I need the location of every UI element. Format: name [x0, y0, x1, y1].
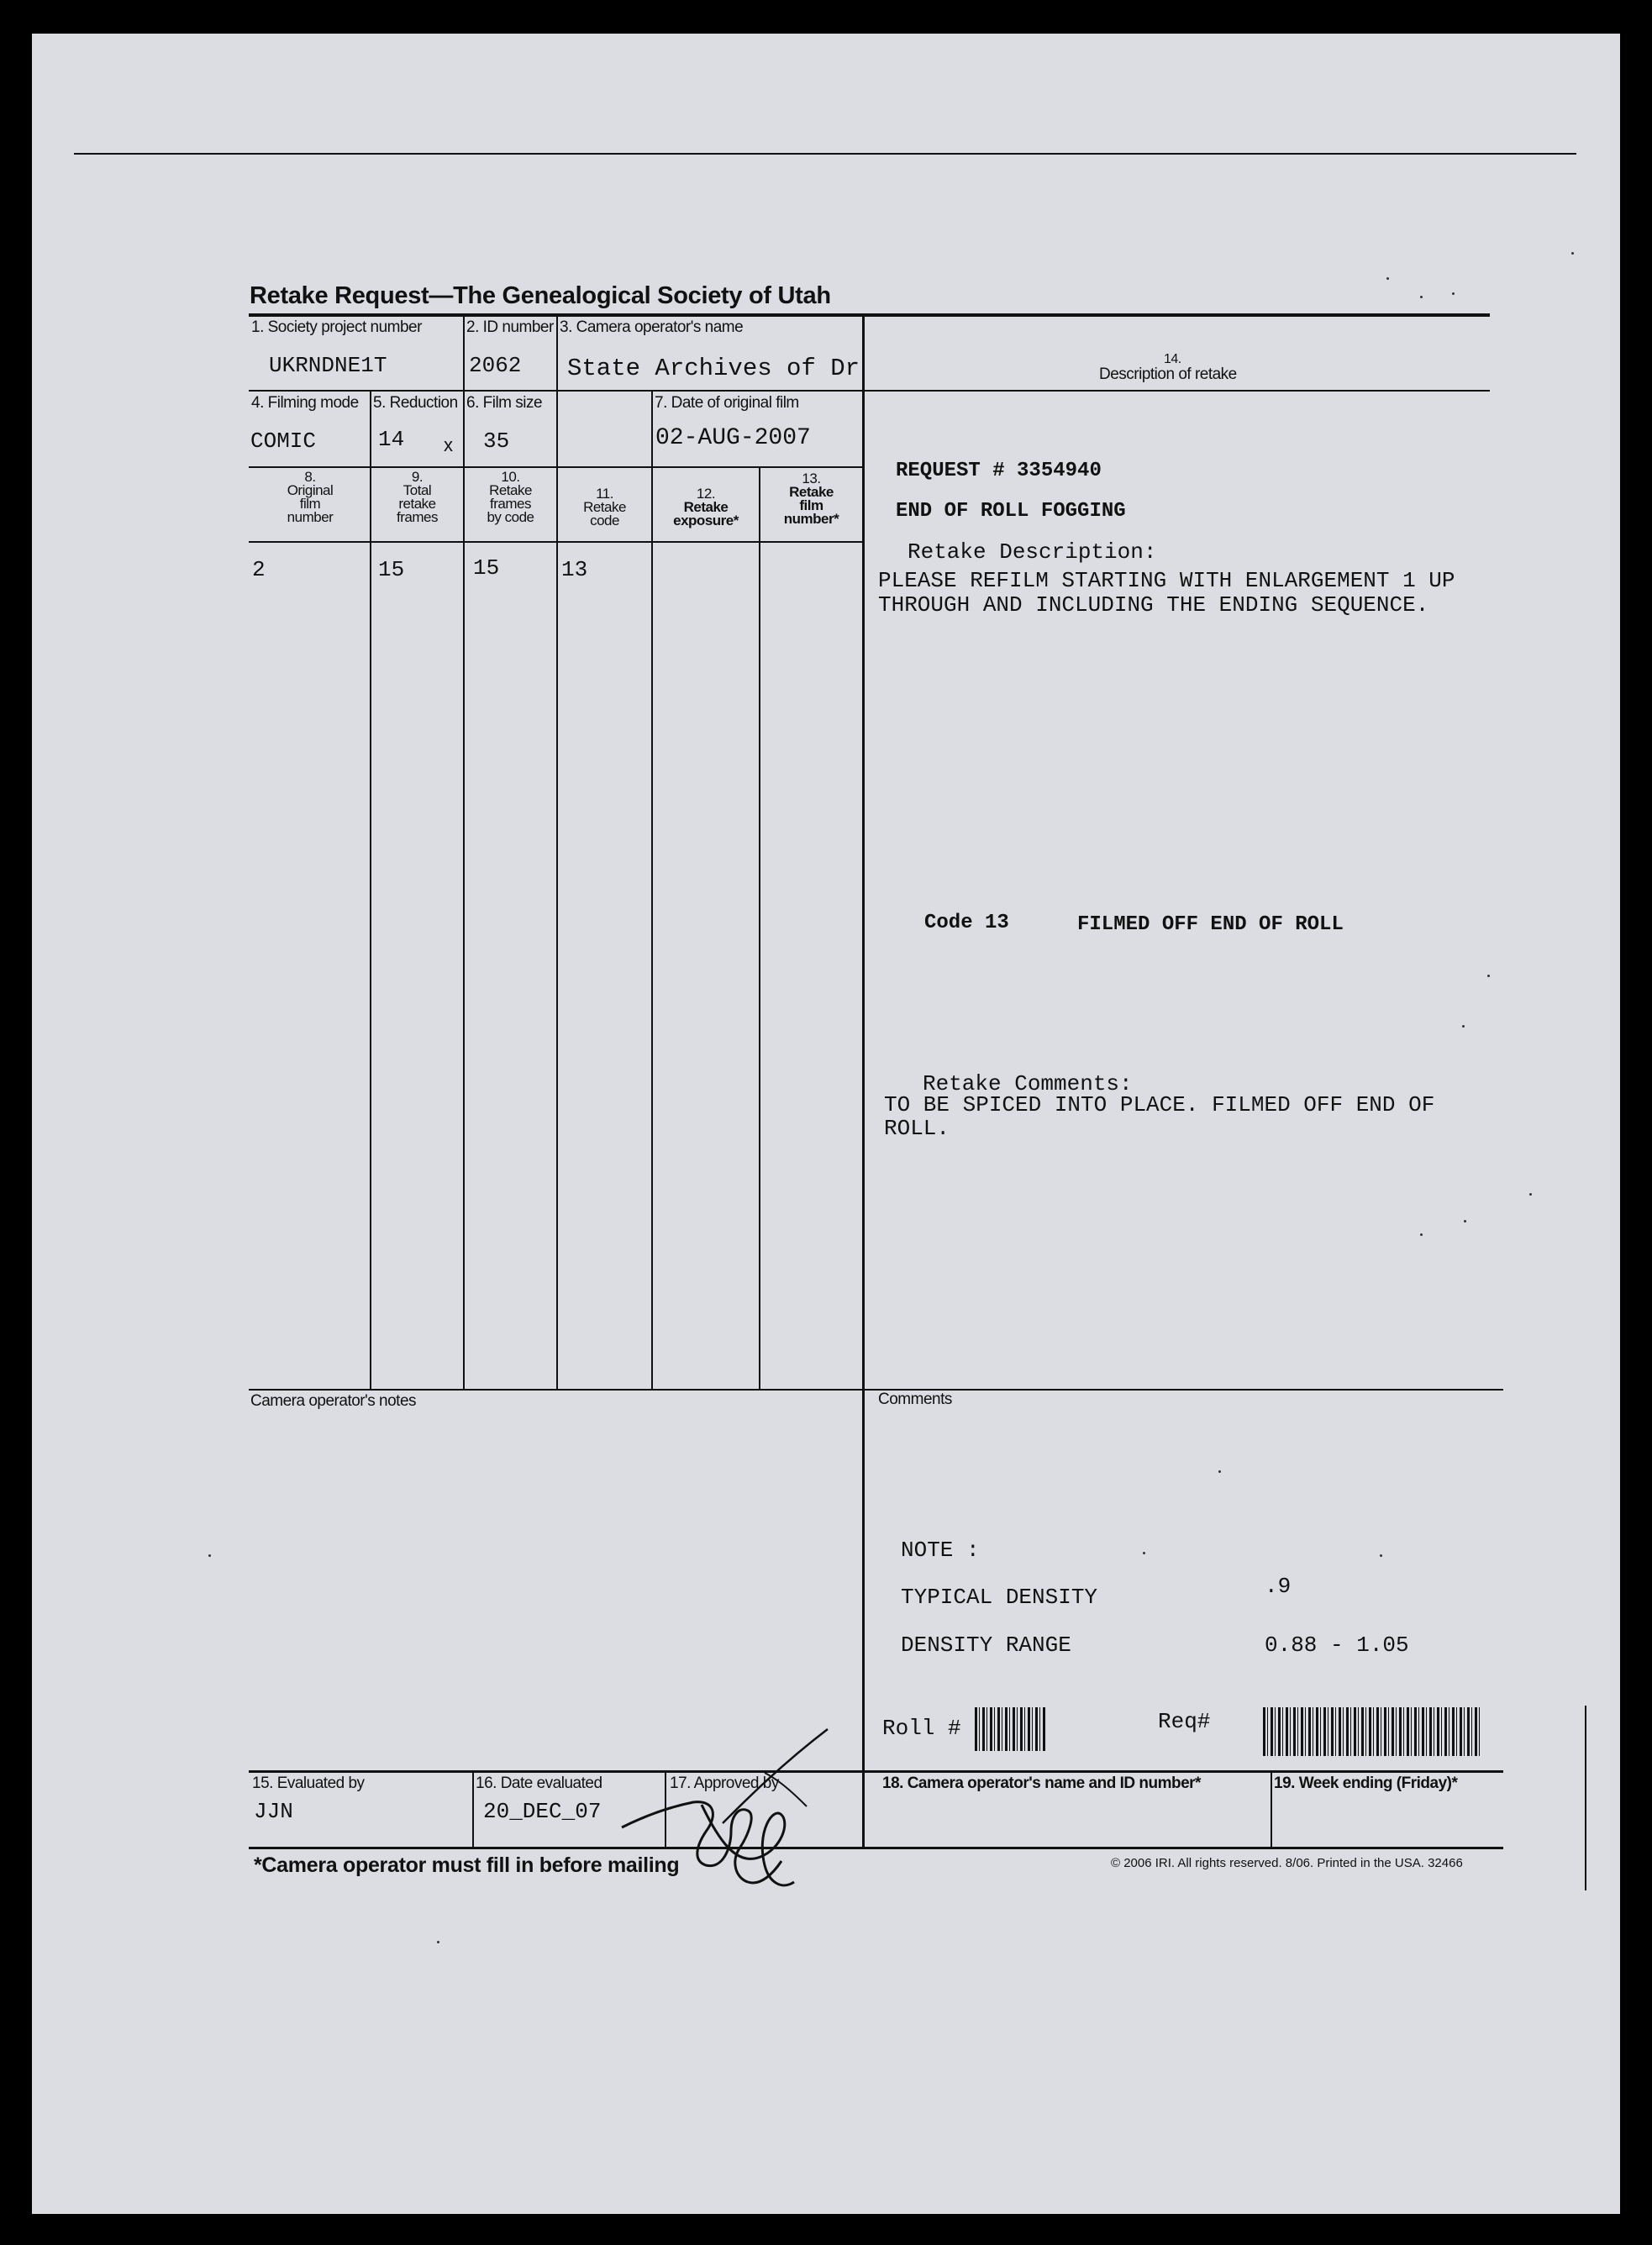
value-project-number: UKRNDNE1T: [269, 353, 387, 378]
speck: [1420, 1233, 1423, 1236]
req-label: Req#: [1158, 1709, 1211, 1734]
copyright-note: © 2006 IRI. All rights reserved. 8/06. Printed in the USA. 32466: [1111, 1856, 1463, 1870]
value-original-film-number: 2: [252, 557, 266, 582]
speck: [208, 1554, 211, 1557]
form-title: Retake Request—The Genealogical Society of Utah: [250, 282, 831, 309]
label-reduction: 5. Reduction: [373, 394, 458, 412]
col-header-retake-exposure: 12. Retake exposure*: [673, 486, 739, 528]
value-reduction-x: x: [444, 434, 453, 455]
col-header-retake-frames-by-code: 10. Retake frames by code: [487, 469, 534, 525]
label-description: Description of retake: [1099, 365, 1237, 383]
table-bottom-rule: [249, 1389, 1503, 1391]
value-operator-name: State Archives of Dr: [567, 355, 860, 382]
row2-rule: [249, 466, 862, 468]
value-date-original: 02-AUG-2007: [655, 425, 811, 451]
v-divider-4: [651, 392, 653, 468]
v-divider-10: [556, 466, 558, 1391]
speck: [437, 1941, 439, 1943]
value-evaluated-by: JJN: [254, 1799, 293, 1824]
label-date-evaluated: 16. Date evaluated: [476, 1774, 602, 1792]
typical-density-label: TYPICAL DENSITY: [901, 1585, 1098, 1610]
value-retake-code: 13: [561, 557, 588, 582]
retake-comments-heading: Retake Comments:: [923, 1071, 1133, 1096]
v-divider-11: [370, 392, 371, 1391]
v-divider-3: [651, 468, 653, 1391]
col-header-original-film-number: 8. Original film number: [287, 469, 334, 525]
typical-density-value: .9: [1265, 1574, 1292, 1599]
bottom-row-bottom-rule: [249, 1847, 1503, 1849]
roll-label: Roll #: [882, 1716, 961, 1741]
speck: [1464, 1220, 1466, 1222]
retake-issue: END OF ROLL FOGGING: [896, 500, 1126, 523]
col-header-total-retake-frames: 9. Total retake frames: [397, 469, 438, 525]
code-text: FILMED OFF END OF ROLL: [1077, 913, 1344, 936]
speck: [1386, 277, 1389, 280]
retake-desc-line1: PLEASE REFILM STARTING WITH ENLARGEMENT 1 UP: [878, 568, 1455, 593]
value-film-size: 35: [483, 428, 510, 454]
label-id-number: 2. ID number: [466, 318, 554, 336]
retake-desc-heading: Retake Description:: [908, 539, 1157, 565]
col-header-retake-film-number: 13. Retake film number*: [783, 471, 839, 527]
row1-rule: [249, 390, 1490, 392]
density-range-value: 0.88 - 1.05: [1265, 1632, 1409, 1658]
speck: [1380, 1554, 1382, 1557]
label-comments: Comments: [878, 1391, 952, 1408]
v-edge-mark: [1585, 1706, 1586, 1890]
speck: [1462, 1025, 1465, 1028]
request-number: REQUEST # 3354940: [896, 460, 1102, 482]
label-operator-notes: Camera operator's notes: [250, 1392, 417, 1410]
speck: [1143, 1552, 1145, 1554]
retake-comments-line2: ROLL.: [884, 1116, 950, 1141]
v-divider-bottom-3: [1271, 1772, 1272, 1849]
label-filming-mode: 4. Filming mode: [251, 394, 359, 412]
speck: [1452, 292, 1455, 295]
v-divider-bottom-1: [472, 1772, 474, 1849]
label-operator-name-id: 18. Camera operator's name and ID number*: [882, 1774, 1201, 1792]
label-project-number: 1. Society project number: [251, 318, 422, 336]
value-id-number: 2062: [469, 353, 522, 378]
value-reduction: 14: [378, 427, 405, 452]
roll-barcode: [975, 1707, 1045, 1751]
label-film-size: 6. Film size: [466, 394, 543, 412]
v-divider-2: [556, 315, 558, 466]
v-divider-12: [759, 468, 760, 1391]
retake-comments-line1: TO BE SPICED INTO PLACE. FILMED OFF END OF: [884, 1092, 1435, 1117]
bottom-row-top-rule: [249, 1770, 1503, 1773]
top-rule: [74, 153, 1576, 155]
speck: [1571, 252, 1574, 255]
speck: [1420, 296, 1423, 298]
retake-desc-line2: THROUGH AND INCLUDING THE ENDING SEQUENCE.: [878, 592, 1429, 618]
header-rule: [249, 313, 1490, 317]
speck: [1218, 1470, 1221, 1473]
label-evaluated-by: 15. Evaluated by: [252, 1774, 365, 1792]
speck: [1487, 975, 1490, 977]
footer-note: *Camera operator must fill in before mailing: [254, 1853, 680, 1877]
code-label: Code 13: [924, 912, 1009, 934]
value-filming-mode: COMIC: [250, 428, 317, 454]
value-date-evaluated: 20_DEC_07: [483, 1799, 602, 1824]
label-description-number: 14.: [1164, 352, 1181, 366]
value-total-retake-frames: 15: [378, 557, 405, 582]
col-header-retake-code: 11. Retake code: [583, 486, 626, 528]
note-label: NOTE :: [901, 1538, 980, 1563]
label-operator-name: 3. Camera operator's name: [560, 318, 744, 336]
density-range-label: DENSITY RANGE: [901, 1632, 1071, 1658]
col-header-rule: [249, 541, 862, 543]
v-divider-main: [862, 315, 865, 1848]
label-week-ending: 19. Week ending (Friday)*: [1274, 1774, 1458, 1792]
speck: [1529, 1193, 1532, 1196]
label-approved-by: 17. Approved by: [670, 1774, 779, 1792]
label-date-original: 7. Date of original film: [655, 394, 799, 412]
req-barcode: [1263, 1707, 1480, 1756]
value-retake-frames-by-code: 15: [473, 555, 500, 581]
